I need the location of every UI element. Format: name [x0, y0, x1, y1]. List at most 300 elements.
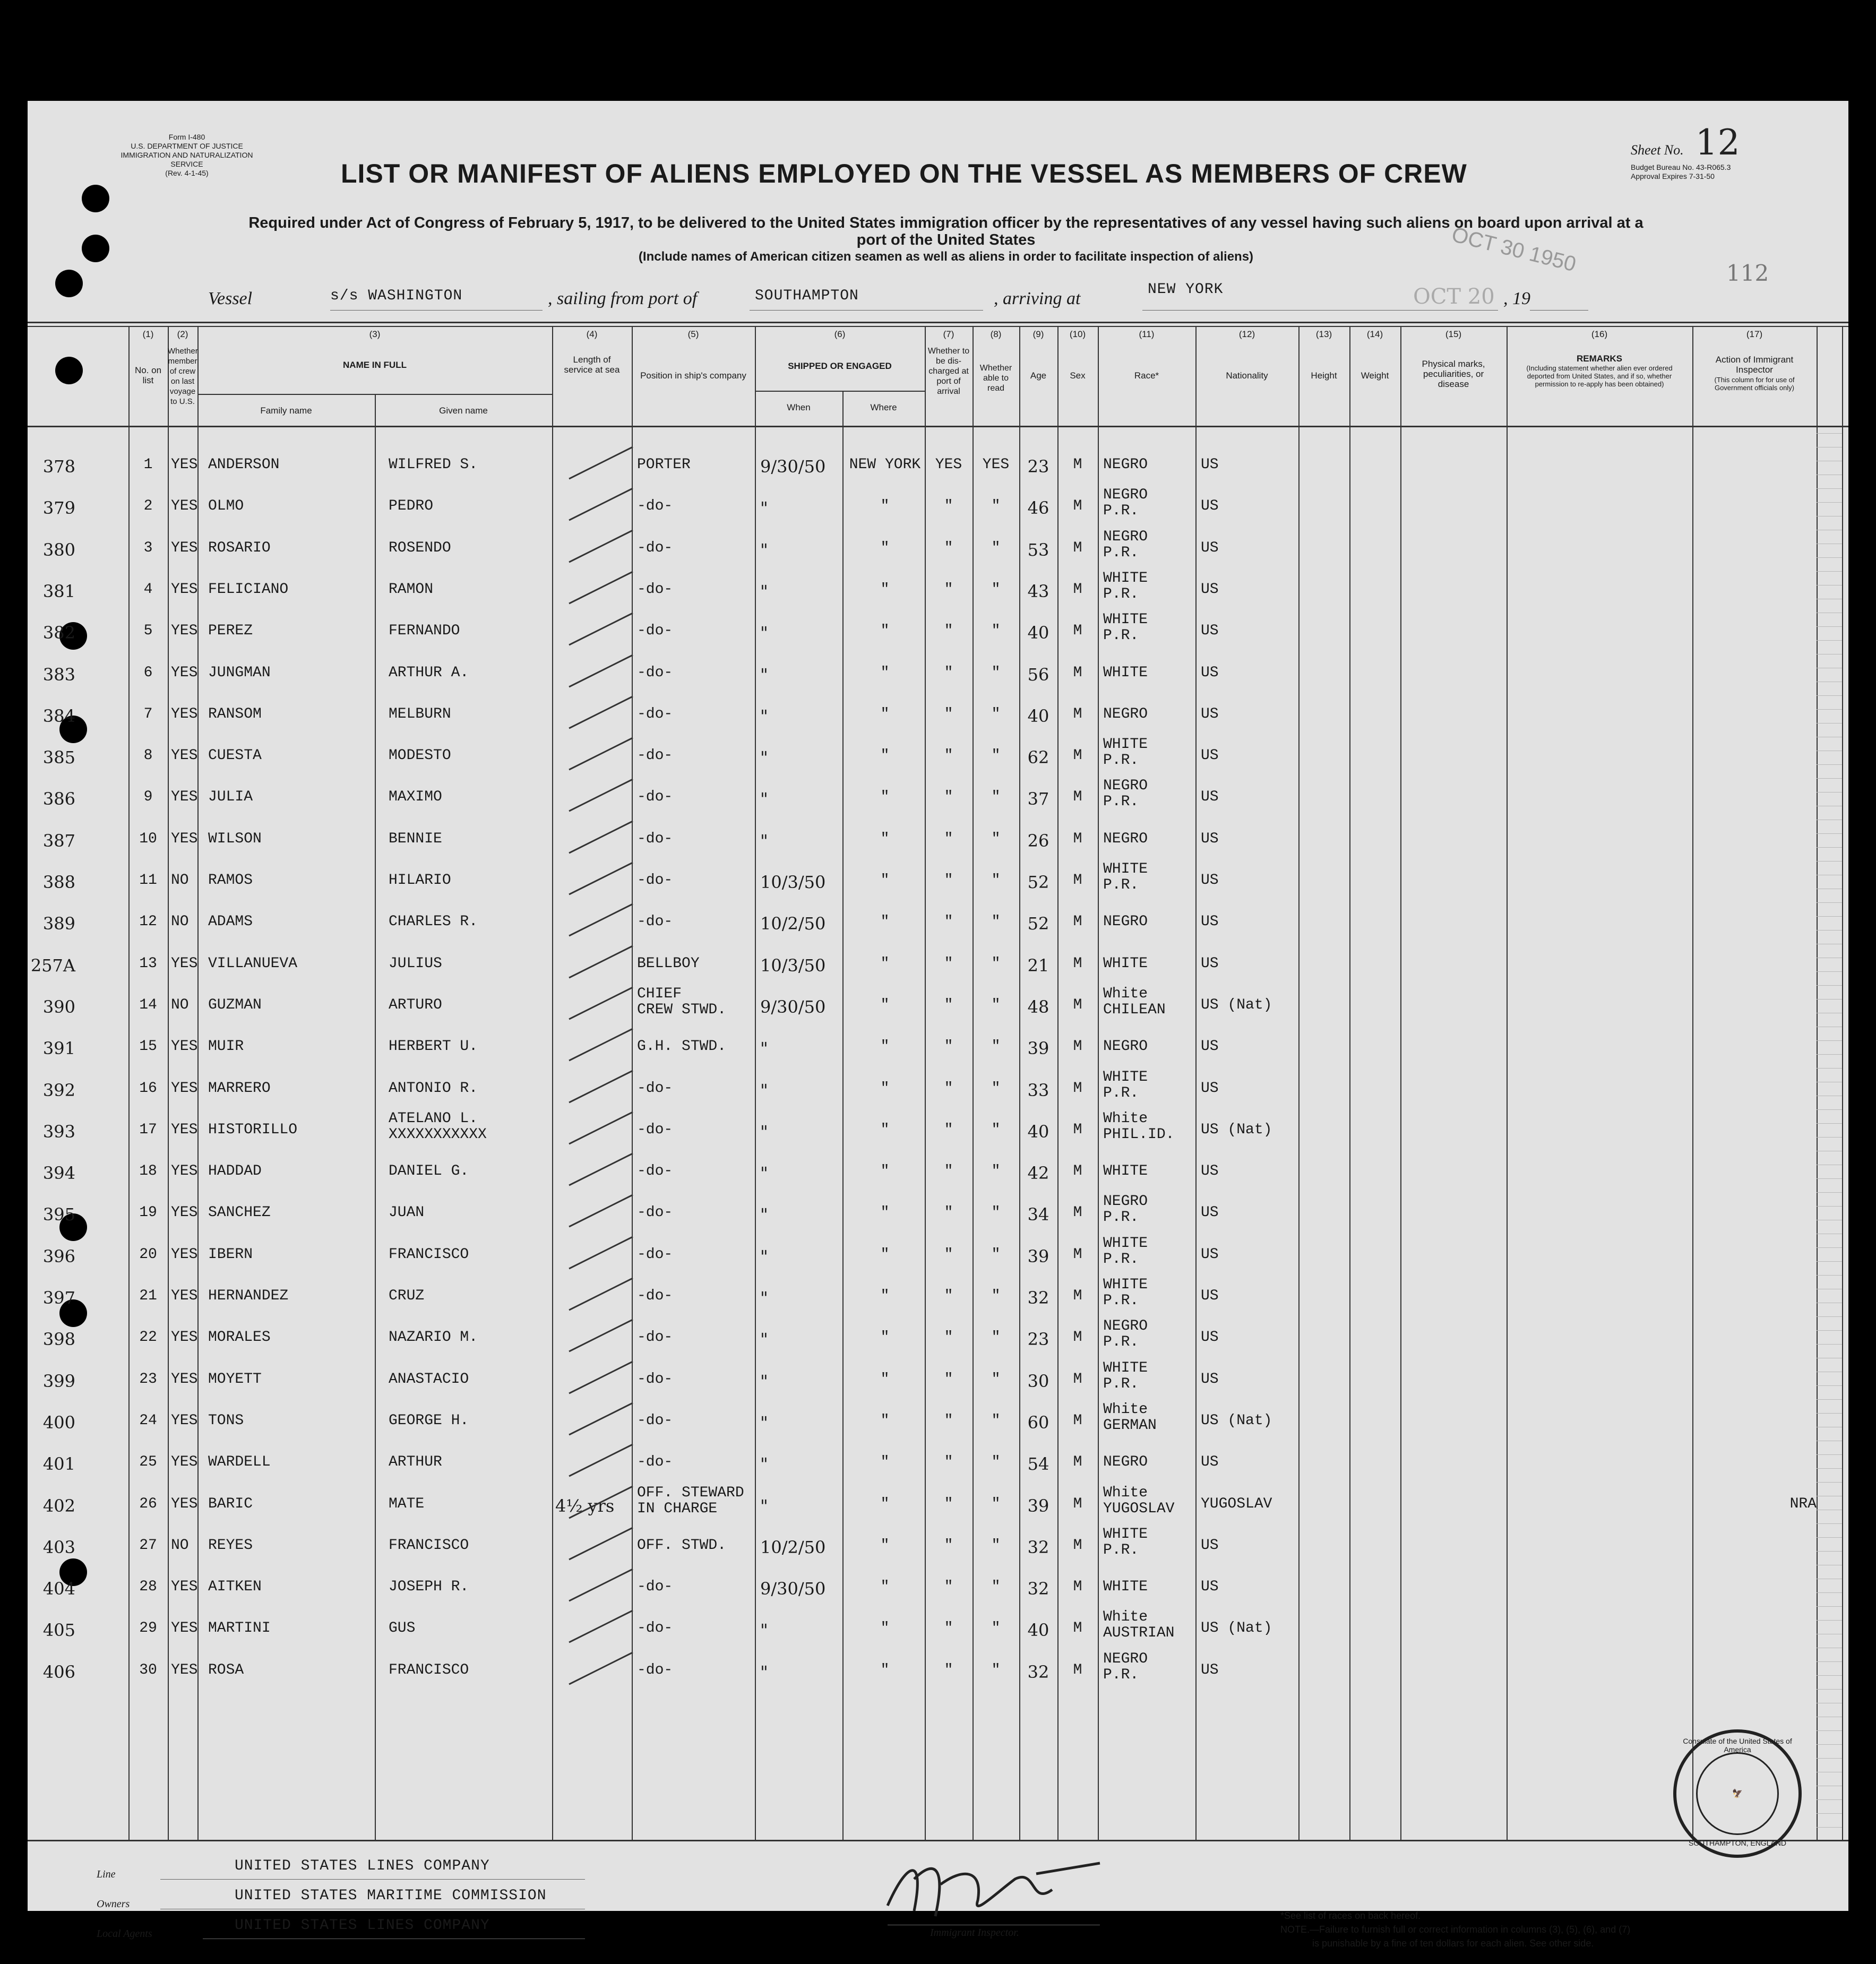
note-penalty: NOTE.—Failure to furnish full or correct information in columns (3), (5), (6), and (7)	[1280, 1924, 1631, 1935]
table-row	[28, 486, 1848, 528]
check-mark-icon	[564, 1356, 643, 1399]
discharged: "	[944, 1537, 953, 1554]
sex: M	[1073, 581, 1082, 598]
table-row	[28, 611, 1848, 652]
given-name: FRANCISCO	[389, 1537, 469, 1554]
position: -do-	[637, 1246, 673, 1263]
previous-voyage: YES	[171, 498, 198, 515]
previous-voyage: YES	[171, 1163, 198, 1180]
col-2-number: (2)	[177, 329, 188, 339]
sex: M	[1073, 1371, 1082, 1388]
table-row	[28, 1442, 1848, 1484]
age: 34	[1027, 1204, 1049, 1225]
shipped-when: "	[760, 1038, 768, 1059]
nationality: US (Nat)	[1201, 996, 1272, 1013]
owners-label: Owners	[97, 1898, 130, 1910]
row-number: 25	[139, 1454, 157, 1471]
discharged: "	[944, 789, 953, 806]
shipped-where: "	[880, 830, 890, 847]
sex: M	[1073, 1163, 1082, 1180]
sailing-label: , sailing from port of	[548, 289, 698, 308]
given-name: MELBURN	[389, 705, 451, 722]
shipped-where: "	[880, 872, 890, 889]
check-mark-icon	[564, 1023, 643, 1066]
punch-hole	[82, 185, 109, 212]
row-number: 7	[143, 705, 153, 722]
ruling-line	[1817, 1758, 1842, 1759]
shipped-when: 9/30/50	[760, 1579, 826, 1599]
check-mark-icon	[564, 1522, 643, 1565]
row-reference: 401	[42, 1454, 75, 1475]
able-to-read: "	[991, 1288, 1001, 1304]
shipped-when: "	[760, 830, 768, 851]
row-reference: 387	[42, 830, 75, 851]
race: WHITE P.R.	[1103, 1359, 1148, 1392]
age: 42	[1027, 1163, 1049, 1184]
row-number: 29	[139, 1620, 157, 1637]
sex: M	[1073, 664, 1082, 681]
shipped-where: "	[880, 1246, 890, 1263]
col-11-number: (11)	[1139, 329, 1155, 339]
age: 52	[1027, 914, 1049, 934]
family-name: WILSON	[208, 830, 262, 847]
footer-company	[97, 1858, 627, 1964]
position: OFF. STWD.	[637, 1537, 727, 1554]
able-to-read: "	[991, 830, 1001, 847]
able-to-read: "	[991, 1537, 1001, 1554]
row-reference: 385	[42, 747, 75, 768]
discharged: "	[944, 996, 953, 1013]
sex: M	[1073, 1246, 1082, 1263]
able-to-read: "	[991, 581, 1001, 598]
family-name: FELICIANO	[208, 581, 289, 598]
nationality: US (Nat)	[1201, 1620, 1272, 1637]
sex: M	[1073, 1579, 1082, 1596]
nationality: US	[1201, 705, 1219, 722]
nationality: US (Nat)	[1201, 1121, 1272, 1138]
row-number: 14	[139, 996, 157, 1013]
able-to-read: "	[991, 1412, 1001, 1429]
family-name: ADAMS	[208, 914, 253, 931]
previous-voyage: YES	[171, 623, 198, 640]
owners-value: UNITED STATES MARITIME COMMISSION	[235, 1888, 547, 1904]
given-name: ANASTACIO	[389, 1371, 469, 1388]
previous-voyage: YES	[171, 955, 198, 972]
race: White CHILEAN	[1103, 985, 1166, 1018]
family-name: WARDELL	[208, 1454, 271, 1471]
shipped-where: "	[880, 996, 890, 1013]
discharged: "	[944, 747, 953, 764]
row-number: 22	[139, 1329, 157, 1346]
sex: M	[1073, 872, 1082, 889]
table-row	[28, 1526, 1848, 1567]
family-name: MARTINI	[208, 1620, 271, 1637]
family-name: GUZMAN	[208, 996, 262, 1013]
family-name: ANDERSON	[208, 456, 280, 473]
shipped-when: 10/2/50	[760, 1537, 826, 1557]
shipped-where: "	[880, 1412, 890, 1429]
given-name: NAZARIO M.	[389, 1329, 478, 1346]
table-row	[28, 860, 1848, 902]
age: 21	[1027, 955, 1049, 976]
discharged: "	[944, 955, 953, 972]
page-title: LIST OR MANIFEST OF ALIENS EMPLOYED ON THE VESSEL AS MEMBERS OF CREW	[341, 159, 1467, 188]
col-8-number: (8)	[990, 329, 1002, 339]
row-reference: 402	[42, 1495, 75, 1516]
shipped-where: "	[880, 747, 890, 764]
race: NEGRO P.R.	[1103, 1193, 1148, 1226]
age: 32	[1027, 1661, 1049, 1682]
age: 40	[1027, 705, 1049, 726]
arrival-date-stamp: OCT 20	[1413, 285, 1495, 309]
nationality: US	[1201, 1579, 1219, 1596]
sex: M	[1073, 1495, 1082, 1512]
check-mark-icon	[564, 1647, 643, 1690]
race: WHITE P.R.	[1103, 611, 1148, 644]
able-to-read: "	[991, 1246, 1001, 1263]
able-to-read: "	[991, 1579, 1001, 1596]
able-to-read: "	[991, 872, 1001, 889]
given-name: ARTURO	[389, 996, 442, 1013]
nationality: US	[1201, 1661, 1219, 1678]
check-mark-icon	[564, 816, 643, 858]
line-value: UNITED STATES LINES COMPANY	[235, 1858, 490, 1874]
note-penalty-2: is punishable by a fine of ten dollars for each alien. See other side.	[1312, 1938, 1594, 1949]
position: -do-	[637, 789, 673, 806]
race: NEGRO P.R.	[1103, 528, 1148, 561]
family-name: TONS	[208, 1412, 244, 1429]
row-number: 13	[139, 955, 157, 972]
check-mark-icon	[564, 982, 643, 1024]
col-3a-header: Family name	[260, 406, 312, 416]
race: WHITE P.R.	[1103, 570, 1148, 602]
col-12-header: Nationality	[1226, 371, 1268, 381]
shipped-when: "	[760, 747, 768, 768]
row-number: 3	[143, 539, 153, 556]
row-number: 18	[139, 1163, 157, 1180]
previous-voyage: YES	[171, 789, 198, 806]
table-row	[28, 694, 1848, 736]
row-reference: 398	[42, 1329, 75, 1350]
row-number: 28	[139, 1579, 157, 1596]
position: -do-	[637, 1329, 673, 1346]
col-13-number: (13)	[1315, 329, 1332, 339]
given-name: ARTHUR	[389, 1454, 442, 1471]
sex: M	[1073, 955, 1082, 972]
race: NEGRO	[1103, 705, 1148, 722]
row-reference: 404	[42, 1579, 75, 1599]
race: WHITE P.R.	[1103, 1069, 1148, 1101]
row-number: 8	[143, 747, 153, 764]
position: -do-	[637, 1204, 673, 1221]
col-17-subheader: (This column for for use of Government officials only)	[1714, 376, 1795, 392]
table-row	[28, 1110, 1848, 1151]
seal-city: SOUTHAMPTON, ENGLAND	[1688, 1839, 1787, 1847]
discharged: "	[944, 1080, 953, 1097]
inspector-label: Immigrant Inspector.	[930, 1927, 1019, 1939]
discharged: "	[944, 1412, 953, 1429]
given-name: HILARIO	[389, 872, 451, 889]
col-11-header: Race*	[1134, 371, 1159, 381]
previous-voyage: NO	[171, 996, 189, 1013]
row-reference: 406	[42, 1661, 75, 1682]
col-7-header: Whether to be dis-charged at port of arrival	[927, 347, 970, 396]
position: -do-	[637, 914, 673, 931]
given-name: MATE	[389, 1495, 425, 1512]
check-mark-icon	[564, 941, 643, 983]
position: CHIEF CREW STWD.	[637, 985, 727, 1018]
race: White PHIL.ID.	[1103, 1110, 1175, 1143]
shipped-where: "	[880, 1204, 890, 1221]
age: 39	[1027, 1495, 1049, 1516]
age: 37	[1027, 789, 1049, 809]
age: 40	[1027, 623, 1049, 643]
family-name: ROSARIO	[208, 539, 271, 556]
nationality: US	[1201, 830, 1219, 847]
subtitle-line-2: port of the United States	[856, 231, 1036, 248]
shipped-where: NEW YORK	[849, 456, 921, 473]
given-name: FRANCISCO	[389, 1661, 469, 1678]
ruling-line	[1817, 1813, 1842, 1814]
shipped-where: "	[880, 623, 890, 640]
col-6-header: SHIPPED OR ENGAGED	[788, 361, 892, 371]
row-number: 11	[139, 872, 157, 889]
position: -do-	[637, 581, 673, 598]
age: 39	[1027, 1246, 1049, 1267]
given-name: DANIEL G.	[389, 1163, 469, 1180]
col-6b-header: Where	[870, 402, 897, 412]
sex: M	[1073, 996, 1082, 1013]
consulate-seal	[1673, 1729, 1802, 1858]
previous-voyage: YES	[171, 1204, 198, 1221]
discharged: "	[944, 1246, 953, 1263]
previous-voyage: YES	[171, 1620, 198, 1637]
family-name: MUIR	[208, 1038, 244, 1055]
nationality: US	[1201, 955, 1219, 972]
race: NEGRO	[1103, 1038, 1148, 1055]
previous-voyage: YES	[171, 747, 198, 764]
family-name: HERNANDEZ	[208, 1288, 289, 1304]
year-label: , 19	[1503, 289, 1530, 308]
given-name: GEORGE H.	[389, 1412, 469, 1429]
check-mark-icon	[564, 857, 643, 900]
table-row	[28, 1650, 1848, 1692]
family-name: HISTORILLO	[208, 1121, 298, 1138]
vessel-label: Vessel	[208, 289, 253, 308]
nationality: US	[1201, 1038, 1219, 1055]
col-13-header: Height	[1311, 371, 1337, 381]
check-mark-icon	[564, 1481, 643, 1523]
row-number: 30	[139, 1661, 157, 1678]
position: -do-	[637, 1121, 673, 1138]
sex: M	[1073, 914, 1082, 931]
given-name: FERNANDO	[389, 623, 460, 640]
row-reference: 379	[42, 498, 75, 519]
able-to-read: "	[991, 1495, 1001, 1512]
given-name: ATELANO L. XXXXXXXXXXX	[389, 1110, 487, 1143]
age: 40	[1027, 1121, 1049, 1142]
vessel-name: s/s WASHINGTON	[330, 288, 463, 304]
position: -do-	[637, 498, 673, 515]
row-number: 20	[139, 1246, 157, 1263]
given-name: GUS	[389, 1620, 416, 1637]
row-reference: 388	[42, 872, 75, 892]
col-9-header: Age	[1030, 371, 1047, 381]
previous-voyage: YES	[171, 581, 198, 598]
position: PORTER	[637, 456, 691, 473]
race: NEGRO P.R.	[1103, 1650, 1148, 1683]
sex: M	[1073, 1329, 1082, 1346]
check-mark-icon	[564, 1398, 643, 1440]
able-to-read: "	[991, 955, 1001, 972]
position: -do-	[637, 830, 673, 847]
age: 39	[1027, 1038, 1049, 1059]
col-15-number: (15)	[1445, 329, 1462, 339]
crew-table	[28, 322, 1848, 1845]
shipped-where: "	[880, 1080, 890, 1097]
age: 40	[1027, 1620, 1049, 1641]
previous-voyage: YES	[171, 664, 198, 681]
row-number: 15	[139, 1038, 157, 1055]
col-10-header: Sex	[1070, 371, 1086, 381]
budget-bureau: Budget Bureau No. 43-R065.3	[1631, 163, 1731, 171]
col-3b-header: Given name	[439, 406, 488, 416]
race: WHITE	[1103, 955, 1148, 972]
discharged: "	[944, 1204, 953, 1221]
race: White YUGOSLAV	[1103, 1484, 1175, 1517]
given-name: JUAN	[389, 1204, 425, 1221]
sex: M	[1073, 830, 1082, 847]
row-reference: 382	[42, 623, 75, 643]
table-row	[28, 570, 1848, 611]
race: WHITE P.R.	[1103, 861, 1148, 893]
previous-voyage: YES	[171, 456, 198, 473]
nationality: US	[1201, 1371, 1219, 1388]
given-name: BENNIE	[389, 830, 442, 847]
nationality: US	[1201, 789, 1219, 806]
nationality: US	[1201, 581, 1219, 598]
age: 46	[1027, 498, 1049, 519]
col-12-number: (12)	[1238, 329, 1255, 339]
able-to-read: "	[991, 996, 1001, 1013]
punch-hole	[55, 270, 83, 297]
sex: M	[1073, 1412, 1082, 1429]
col-3-number: (3)	[369, 329, 381, 339]
sex: M	[1073, 705, 1082, 722]
col-15-header: Physical marks, peculiarities, or disease	[1422, 359, 1485, 389]
position: -do-	[637, 623, 673, 640]
nationality: US	[1201, 664, 1219, 681]
subtitle-line-3: (Include names of American citizen seamen as well as aliens in order to facilitate inspection of aliens)	[638, 249, 1254, 264]
sex: M	[1073, 623, 1082, 640]
nationality: US	[1201, 1537, 1219, 1554]
given-name: HERBERT U.	[389, 1038, 478, 1055]
family-name: SANCHEZ	[208, 1204, 271, 1221]
col-3-header: NAME IN FULL	[343, 360, 407, 370]
given-name: ROSENDO	[389, 539, 451, 556]
row-reference: 399	[42, 1371, 75, 1391]
previous-voyage: YES	[171, 1288, 198, 1304]
table-row	[28, 1401, 1848, 1442]
form-revision: (Rev. 4-1-45)	[165, 169, 209, 177]
discharged: "	[944, 830, 953, 847]
check-mark-icon	[564, 1107, 643, 1149]
previous-voyage: NO	[171, 1537, 189, 1554]
check-mark-icon	[564, 1273, 643, 1315]
sex: M	[1073, 539, 1082, 556]
sex: M	[1073, 789, 1082, 806]
table-row	[28, 1484, 1848, 1526]
row-number: 17	[139, 1121, 157, 1138]
shipped-when: "	[760, 1661, 768, 1682]
row-reference: 380	[42, 539, 75, 560]
age: 32	[1027, 1579, 1049, 1599]
row-reference: 403	[42, 1537, 75, 1557]
check-mark-icon	[564, 899, 643, 941]
family-name: RANSOM	[208, 705, 262, 722]
age: 32	[1027, 1537, 1049, 1557]
row-number: 12	[139, 914, 157, 931]
table-row	[28, 1027, 1848, 1068]
age: 54	[1027, 1454, 1049, 1475]
nationality: US (Nat)	[1201, 1412, 1272, 1429]
shipped-where: "	[880, 581, 890, 598]
inspector-action: NRA	[1789, 1495, 1817, 1512]
col-16-number: (16)	[1591, 329, 1608, 339]
table-row	[28, 819, 1848, 860]
received-date-stamp: OCT 30 1950	[1449, 222, 1579, 277]
col-17-number: (17)	[1746, 329, 1763, 339]
able-to-read: "	[991, 623, 1001, 640]
given-name: ANTONIO R.	[389, 1080, 478, 1097]
discharged: YES	[935, 456, 962, 473]
race: White AUSTRIAN	[1103, 1609, 1175, 1642]
discharged: "	[944, 914, 953, 931]
nationality: US	[1201, 1454, 1219, 1471]
family-name: BARIC	[208, 1495, 253, 1512]
shipped-when: "	[760, 1620, 768, 1641]
shipped-when: "	[760, 623, 768, 643]
row-number: 10	[139, 830, 157, 847]
family-name: PEREZ	[208, 623, 253, 640]
shipped-where: "	[880, 664, 890, 681]
position: OFF. STEWARD IN CHARGE	[637, 1484, 744, 1517]
age: 52	[1027, 872, 1049, 892]
shipped-where: "	[880, 1121, 890, 1138]
col-2-header: Whether member of crew on last voyage to U.S.	[168, 347, 198, 406]
row-number: 5	[143, 623, 153, 640]
position: -do-	[637, 1454, 673, 1471]
race: WHITE	[1103, 1163, 1148, 1180]
shipped-when: 10/3/50	[760, 955, 826, 976]
age: 60	[1027, 1412, 1049, 1433]
shipped-where: "	[880, 1163, 890, 1180]
table-row	[28, 1317, 1848, 1359]
race: NEGRO P.R.	[1103, 487, 1148, 520]
previous-voyage: YES	[171, 1495, 198, 1512]
shipped-when: 9/30/50	[760, 456, 826, 477]
col-16-subheader: (Including statement whether alien ever ordered deported from United States, and if so, whether permission to re-apply has been obtained)	[1526, 364, 1673, 388]
check-mark-icon	[564, 691, 643, 734]
given-name: FRANCISCO	[389, 1246, 469, 1263]
shipped-when: "	[760, 705, 768, 726]
row-reference: 383	[42, 664, 75, 685]
race: WHITE	[1103, 664, 1148, 681]
sex: M	[1073, 1661, 1082, 1678]
family-name: JUNGMAN	[208, 664, 271, 681]
age: 23	[1027, 456, 1049, 477]
given-name: JULIUS	[389, 955, 442, 972]
